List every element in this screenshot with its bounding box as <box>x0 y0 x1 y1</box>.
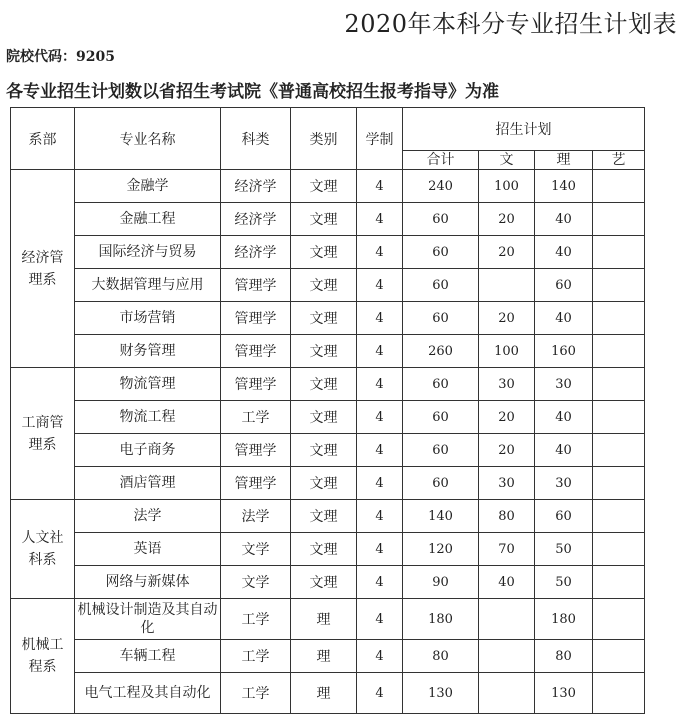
art-cell <box>593 673 645 714</box>
category-cell: 理 <box>291 673 357 714</box>
major-cell: 机械设计制造及其自动化 <box>75 599 221 640</box>
art-cell <box>593 236 645 269</box>
science-cell: 40 <box>535 203 593 236</box>
header-arts: 文 <box>479 151 535 170</box>
table-row <box>11 673 645 714</box>
duration-cell: 4 <box>357 269 403 302</box>
arts-cell: 40 <box>479 566 535 599</box>
arts-cell: 20 <box>479 434 535 467</box>
science-cell: 180 <box>535 599 593 640</box>
major-cell: 酒店管理 <box>75 467 221 500</box>
category-cell: 文理 <box>291 467 357 500</box>
science-cell: 160 <box>535 335 593 368</box>
science-cell: 40 <box>535 302 593 335</box>
plan-note: 各专业招生计划数以省招生考试院《普通高校招生报考指导》为准 <box>6 82 499 102</box>
science-cell: 60 <box>535 269 593 302</box>
arts-cell <box>479 673 535 714</box>
table-row <box>11 269 645 302</box>
science-cell: 80 <box>535 640 593 673</box>
total-cell: 180 <box>403 599 479 640</box>
header-duration: 学制 <box>357 108 403 170</box>
total-cell: 60 <box>403 203 479 236</box>
table-body <box>11 170 645 714</box>
arts-cell <box>479 269 535 302</box>
total-cell: 90 <box>403 566 479 599</box>
art-cell <box>593 500 645 533</box>
discipline-cell: 工学 <box>221 599 291 640</box>
total-cell: 240 <box>403 170 479 203</box>
total-cell: 60 <box>403 269 479 302</box>
category-cell: 理 <box>291 599 357 640</box>
category-cell: 理 <box>291 640 357 673</box>
dept-cell: 工商管理系 <box>11 368 75 500</box>
art-cell <box>593 533 645 566</box>
art-cell <box>593 401 645 434</box>
science-cell: 60 <box>535 500 593 533</box>
header-total: 合计 <box>403 151 479 170</box>
duration-cell: 4 <box>357 170 403 203</box>
duration-cell: 4 <box>357 368 403 401</box>
science-cell: 40 <box>535 401 593 434</box>
table-row <box>11 640 645 673</box>
science-cell: 50 <box>535 533 593 566</box>
major-cell: 物流管理 <box>75 368 221 401</box>
school-code: 院校代码：9205 <box>6 49 115 65</box>
dept-cell: 经济管理系 <box>11 170 75 368</box>
science-cell: 130 <box>535 673 593 714</box>
discipline-cell: 经济学 <box>221 170 291 203</box>
table-row <box>11 401 645 434</box>
duration-cell: 4 <box>357 640 403 673</box>
header-plan: 招生计划 <box>403 108 645 151</box>
table-row <box>11 599 645 640</box>
discipline-cell: 管理学 <box>221 302 291 335</box>
total-cell: 60 <box>403 236 479 269</box>
art-cell <box>593 269 645 302</box>
category-cell: 文理 <box>291 566 357 599</box>
science-cell: 50 <box>535 566 593 599</box>
arts-cell: 100 <box>479 335 535 368</box>
major-cell: 英语 <box>75 533 221 566</box>
total-cell: 260 <box>403 335 479 368</box>
category-cell: 文理 <box>291 269 357 302</box>
header-major: 专业名称 <box>75 108 221 170</box>
header-dept: 系部 <box>11 108 75 170</box>
table-row <box>11 533 645 566</box>
duration-cell: 4 <box>357 302 403 335</box>
art-cell <box>593 335 645 368</box>
arts-cell: 20 <box>479 236 535 269</box>
total-cell: 60 <box>403 302 479 335</box>
art-cell <box>593 203 645 236</box>
discipline-cell: 法学 <box>221 500 291 533</box>
discipline-cell: 管理学 <box>221 269 291 302</box>
total-cell: 60 <box>403 368 479 401</box>
major-cell: 金融工程 <box>75 203 221 236</box>
arts-cell: 20 <box>479 203 535 236</box>
arts-cell: 70 <box>479 533 535 566</box>
arts-cell: 100 <box>479 170 535 203</box>
major-cell: 物流工程 <box>75 401 221 434</box>
arts-cell: 20 <box>479 401 535 434</box>
major-cell: 电子商务 <box>75 434 221 467</box>
science-cell: 40 <box>535 434 593 467</box>
enrollment-plan-table <box>10 107 645 714</box>
table-row <box>11 434 645 467</box>
duration-cell: 4 <box>357 599 403 640</box>
duration-cell: 4 <box>357 673 403 714</box>
discipline-cell: 管理学 <box>221 335 291 368</box>
total-cell: 120 <box>403 533 479 566</box>
major-cell: 财务管理 <box>75 335 221 368</box>
science-cell: 30 <box>535 368 593 401</box>
total-cell: 130 <box>403 673 479 714</box>
arts-cell <box>479 640 535 673</box>
duration-cell: 4 <box>357 533 403 566</box>
header-category: 类别 <box>291 108 357 170</box>
category-cell: 文理 <box>291 368 357 401</box>
arts-cell <box>479 599 535 640</box>
major-cell: 金融学 <box>75 170 221 203</box>
total-cell: 60 <box>403 401 479 434</box>
duration-cell: 4 <box>357 467 403 500</box>
discipline-cell: 工学 <box>221 401 291 434</box>
table-row <box>11 500 645 533</box>
category-cell: 文理 <box>291 236 357 269</box>
discipline-cell: 经济学 <box>221 203 291 236</box>
dept-cell: 机械工程系 <box>11 599 75 714</box>
arts-cell: 80 <box>479 500 535 533</box>
discipline-cell: 文学 <box>221 533 291 566</box>
header-science: 理 <box>535 151 593 170</box>
duration-cell: 4 <box>357 500 403 533</box>
discipline-cell: 经济学 <box>221 236 291 269</box>
header-art: 艺 <box>593 151 645 170</box>
discipline-cell: 文学 <box>221 566 291 599</box>
major-cell: 法学 <box>75 500 221 533</box>
category-cell: 文理 <box>291 401 357 434</box>
table-row <box>11 368 645 401</box>
major-cell: 车辆工程 <box>75 640 221 673</box>
art-cell <box>593 640 645 673</box>
discipline-cell: 工学 <box>221 673 291 714</box>
discipline-cell: 工学 <box>221 640 291 673</box>
category-cell: 文理 <box>291 434 357 467</box>
dept-cell: 人文社科系 <box>11 500 75 599</box>
category-cell: 文理 <box>291 302 357 335</box>
art-cell <box>593 170 645 203</box>
science-cell: 140 <box>535 170 593 203</box>
category-cell: 文理 <box>291 203 357 236</box>
art-cell <box>593 467 645 500</box>
major-cell: 国际经济与贸易 <box>75 236 221 269</box>
major-cell: 大数据管理与应用 <box>75 269 221 302</box>
total-cell: 60 <box>403 467 479 500</box>
art-cell <box>593 599 645 640</box>
science-cell: 40 <box>535 236 593 269</box>
arts-cell: 20 <box>479 302 535 335</box>
header-discipline: 科类 <box>221 108 291 170</box>
total-cell: 80 <box>403 640 479 673</box>
category-cell: 文理 <box>291 533 357 566</box>
duration-cell: 4 <box>357 434 403 467</box>
table-row <box>11 566 645 599</box>
table-row <box>11 467 645 500</box>
major-cell: 电气工程及其自动化 <box>75 673 221 714</box>
total-cell: 60 <box>403 434 479 467</box>
page-title: 2020年本科分专业招生计划表 <box>344 10 677 38</box>
total-cell: 140 <box>403 500 479 533</box>
duration-cell: 4 <box>357 335 403 368</box>
table-row <box>11 302 645 335</box>
art-cell <box>593 434 645 467</box>
art-cell <box>593 566 645 599</box>
art-cell <box>593 302 645 335</box>
discipline-cell: 管理学 <box>221 434 291 467</box>
table-row <box>11 335 645 368</box>
category-cell: 文理 <box>291 335 357 368</box>
table-row <box>11 170 645 203</box>
table-row <box>11 203 645 236</box>
duration-cell: 4 <box>357 203 403 236</box>
duration-cell: 4 <box>357 236 403 269</box>
duration-cell: 4 <box>357 401 403 434</box>
duration-cell: 4 <box>357 566 403 599</box>
category-cell: 文理 <box>291 500 357 533</box>
arts-cell: 30 <box>479 467 535 500</box>
art-cell <box>593 368 645 401</box>
discipline-cell: 管理学 <box>221 368 291 401</box>
discipline-cell: 管理学 <box>221 467 291 500</box>
science-cell: 30 <box>535 467 593 500</box>
category-cell: 文理 <box>291 170 357 203</box>
arts-cell: 30 <box>479 368 535 401</box>
table-row <box>11 236 645 269</box>
major-cell: 网络与新媒体 <box>75 566 221 599</box>
major-cell: 市场营销 <box>75 302 221 335</box>
